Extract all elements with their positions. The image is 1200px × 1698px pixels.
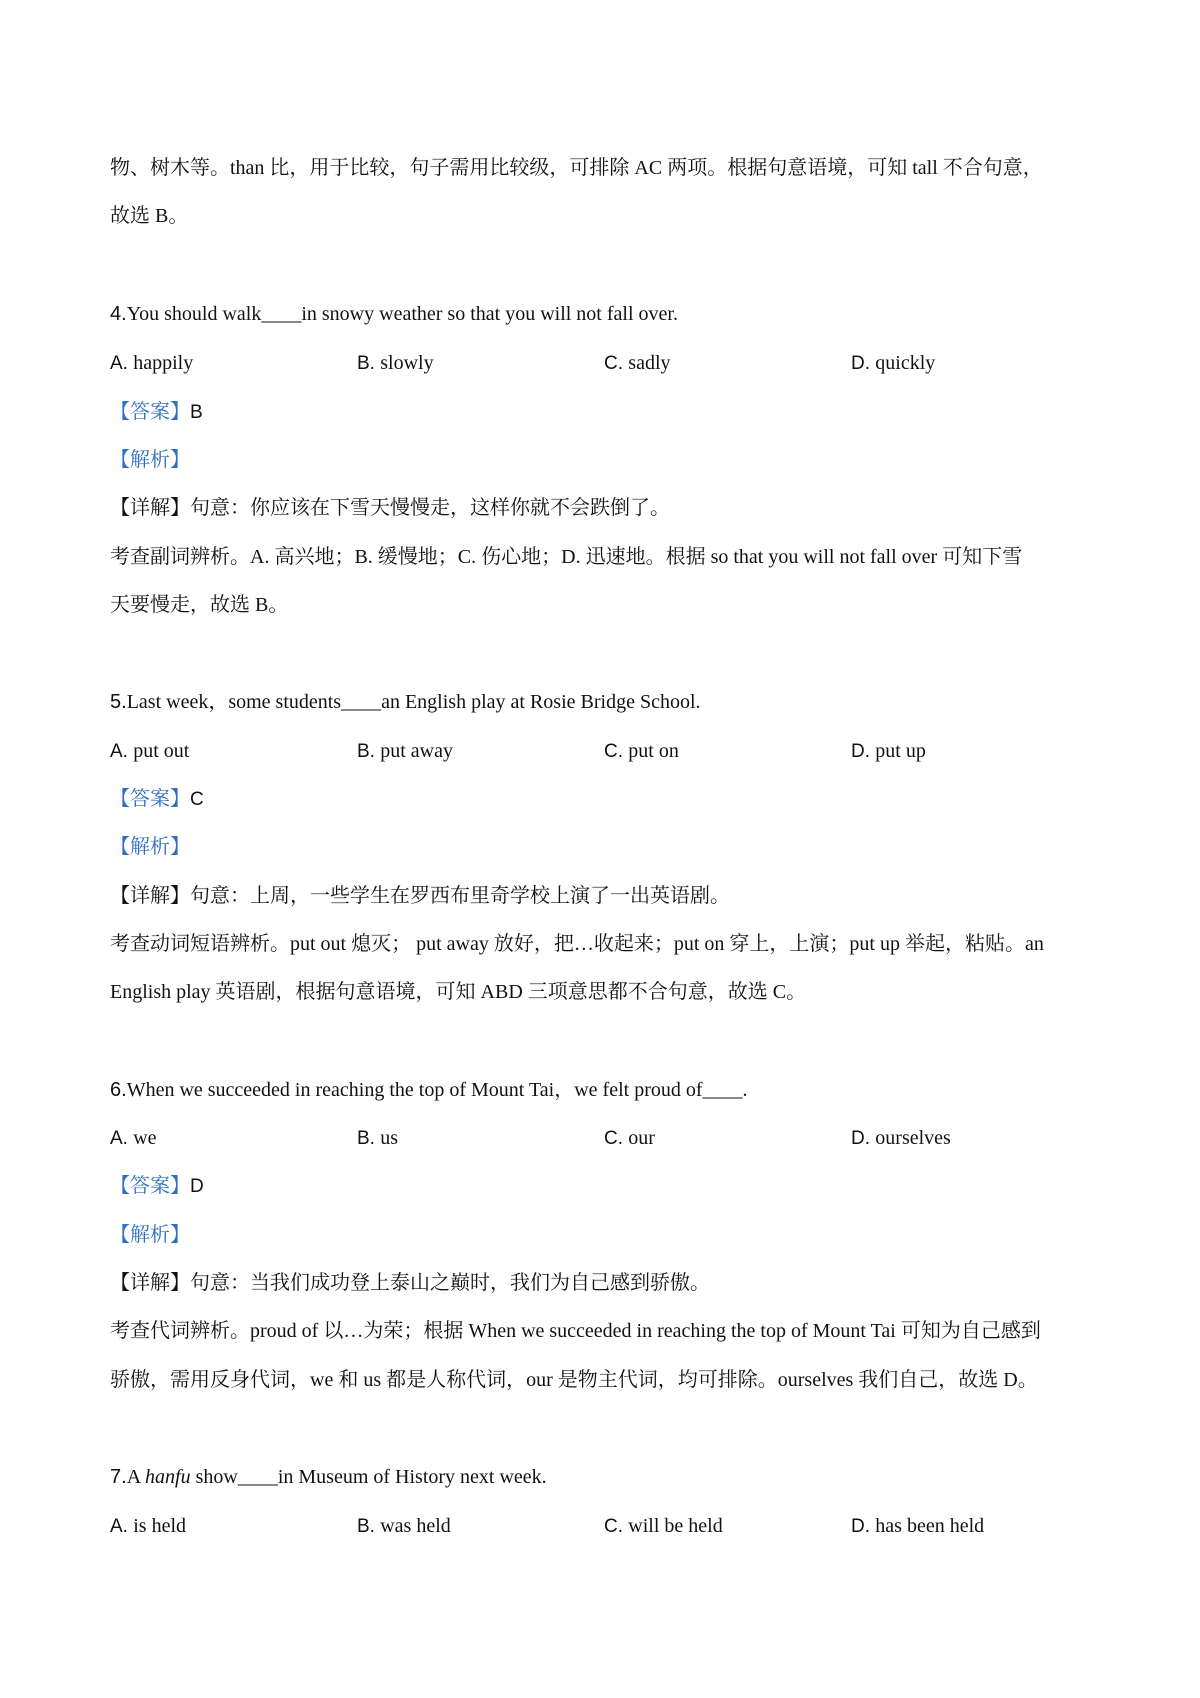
- q7-option-c: C. will be held: [604, 1515, 723, 1537]
- q5-explanation-line-2: English play 英语剧，根据句意语境，可知 ABD 三项意思都不合句意，故选 C。: [110, 981, 807, 1003]
- question-5-stem: [110, 688, 701, 716]
- q5-analysis-label: 【解析】: [110, 836, 190, 858]
- q6-option-a: A. we: [110, 1127, 157, 1149]
- q6-analysis-label: 【解析】: [110, 1224, 190, 1246]
- question-4-stem: [110, 300, 678, 328]
- hanfu-italic: hanfu: [145, 1466, 191, 1488]
- q6-option-b: B. us: [357, 1127, 399, 1149]
- q5-explanation-line-1: 考查动词短语辨析。put out 熄灭； put away 放好，把…收起来；put on 穿上，上演；put up 举起，粘贴。an: [110, 933, 1044, 955]
- question-4-text: You should walk____in snowy weather so that you will not fall over.: [126, 303, 678, 325]
- q7-option-b: B. was held: [357, 1515, 451, 1537]
- q6-answer: 【答案】D: [110, 1175, 204, 1197]
- q5-option-c: C. put on: [604, 740, 679, 762]
- question-6-stem: [110, 1076, 748, 1104]
- q6-explanation-line-2: 骄傲，需用反身代词，we 和 us 都是人称代词，our 是物主代词，均可排除。ourselves 我们自己，故选 D。: [110, 1369, 1038, 1391]
- q4-option-a: A. happily: [110, 352, 194, 374]
- prev-explanation-line-1: 物、树木等。than 比，用于比较，句子需用比较级，可排除 AC 两项。根据句意语境，可知 tall 不合句意，: [110, 157, 1043, 179]
- q5-option-b: B. put away: [357, 740, 453, 762]
- q4-option-c: C. sadly: [604, 352, 671, 374]
- q4-detail: 【详解】句意：你应该在下雪天慢慢走，这样你就不会跌倒了。: [110, 497, 670, 519]
- question-4-number: 4.: [110, 303, 127, 325]
- q6-explanation-line-1: 考查代词辨析。proud of 以…为荣；根据 When we succeeded in reaching the top of Mount Tai 可知为自己感到: [110, 1320, 1041, 1342]
- q4-explanation-line-2: 天要慢走，故选 B。: [110, 594, 289, 616]
- q5-option-d: D. put up: [851, 740, 926, 762]
- q4-explanation-line-1: 考查副词辨析。A. 高兴地；B. 缓慢地；C. 伤心地；D. 迅速地。根据 so that you will not fall over 可知下雪: [110, 546, 1023, 568]
- q7-option-a: A. is held: [110, 1515, 187, 1537]
- question-5-text: Last week，some students____an English play at Rosie Bridge School.: [126, 691, 701, 713]
- prev-explanation-line-2: 故选 B。: [110, 205, 189, 227]
- q5-option-a: A. put out: [110, 740, 190, 762]
- question-6-number: 6.: [110, 1079, 127, 1101]
- q5-detail: 【详解】句意：上周，一些学生在罗西布里奇学校上演了一出英语剧。: [110, 885, 730, 907]
- q4-option-d: D. quickly: [851, 352, 936, 374]
- q7-option-d: D. has been held: [851, 1515, 985, 1537]
- question-7-number: 7.: [110, 1466, 127, 1488]
- question-5-number: 5.: [110, 691, 127, 713]
- q6-option-c: C. our: [604, 1127, 655, 1149]
- q4-answer: 【答案】B: [110, 401, 203, 423]
- question-6-text: When we succeeded in reaching the top of Mount Tai，we felt proud of____.: [126, 1079, 748, 1101]
- q4-option-b: B. slowly: [357, 352, 434, 374]
- question-7-stem: 7.A hanfu show____in Museum of History next week.: [110, 1466, 547, 1488]
- q6-option-d: D. ourselves: [851, 1127, 951, 1149]
- q5-answer: 【答案】C: [110, 788, 204, 810]
- q4-analysis-label: 【解析】: [110, 449, 190, 471]
- q6-detail: 【详解】句意：当我们成功登上泰山之巅时，我们为自己感到骄傲。: [110, 1272, 710, 1294]
